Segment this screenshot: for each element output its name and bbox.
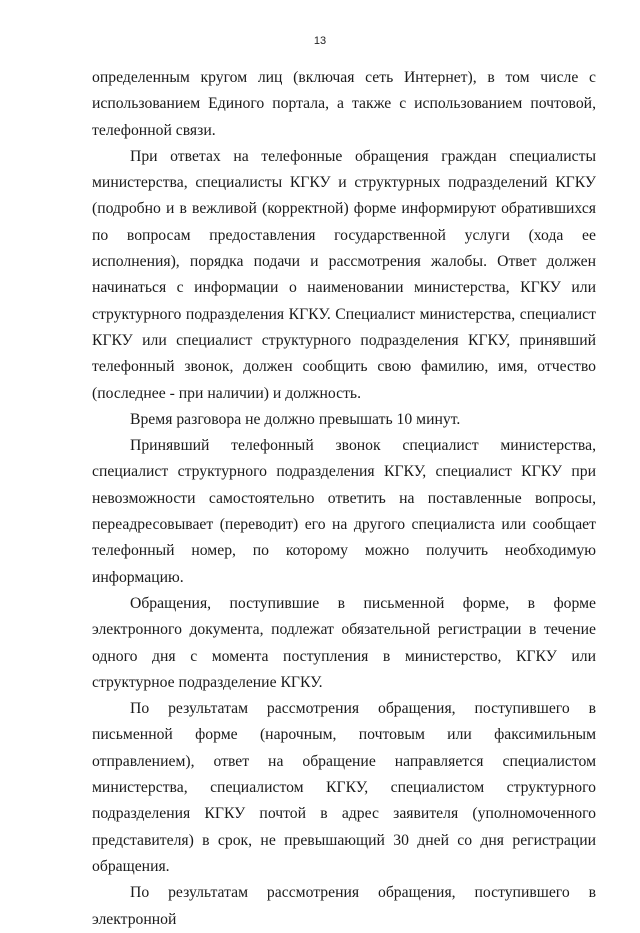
paragraph: При ответах на телефонные обращения граждан специалисты министерства, специалисты КГКУ и структурных подразделений КГКУ (подробно и в вежливой (корректной) форме информируют обратившихся по вопросам предоставления государственной услуги (хода ее исполнения), порядка подачи и рассмотрения жалобы. Ответ должен начинаться с информации о наименовании министерства, КГКУ или структурного подразделения КГКУ. Специалист министерства, специалист КГКУ или специалист структурного подразделения КГКУ, принявший телефонный звонок, должен сообщить свою фамилию, имя, отчество (последнее - при наличии) и должность. (92, 147, 596, 402)
paragraph: По результатам рассмотрения обращения, поступившего в электронной (92, 884, 596, 928)
paragraph: Принявший телефонный звонок специалист министерства, специалист структурного подразделения КГКУ, специалист КГКУ при невозможности самостоятельно ответить на поставленные вопросы, переадресовывает (переводит) его на другого специалиста или сообщает телефонный номер, по которому можно получить необходимую информацию. (92, 437, 596, 586)
page-number: 13 (313, 35, 327, 47)
paragraph: По результатам рассмотрения обращения, поступившего в письменной форме (нарочным, почтовым или факсимильным отправлением), ответ на обращение направляется специалистом министерства, специалистом КГКУ, специалистом структурного подразделения КГКУ почтой в адрес заявителя (уполномоченного представителя) в срок, не превышающий 30 дней со дня регистрации обращения. (92, 700, 596, 875)
paragraph: определенным кругом лиц (включая сеть Интернет), в том числе с использованием Единого портала, а также с использованием почтовой, телефонной связи. (92, 69, 596, 139)
paragraph: Время разговора не должно превышать 10 минут. (130, 410, 461, 428)
paragraph: Обращения, поступившие в письменной форме, в форме электронного документа, подлежат обязательной регистрации в течение одного дня с момента поступления в министерство, КГКУ или структурное подразделение КГКУ. (92, 594, 596, 691)
document-body (92, 65, 596, 933)
